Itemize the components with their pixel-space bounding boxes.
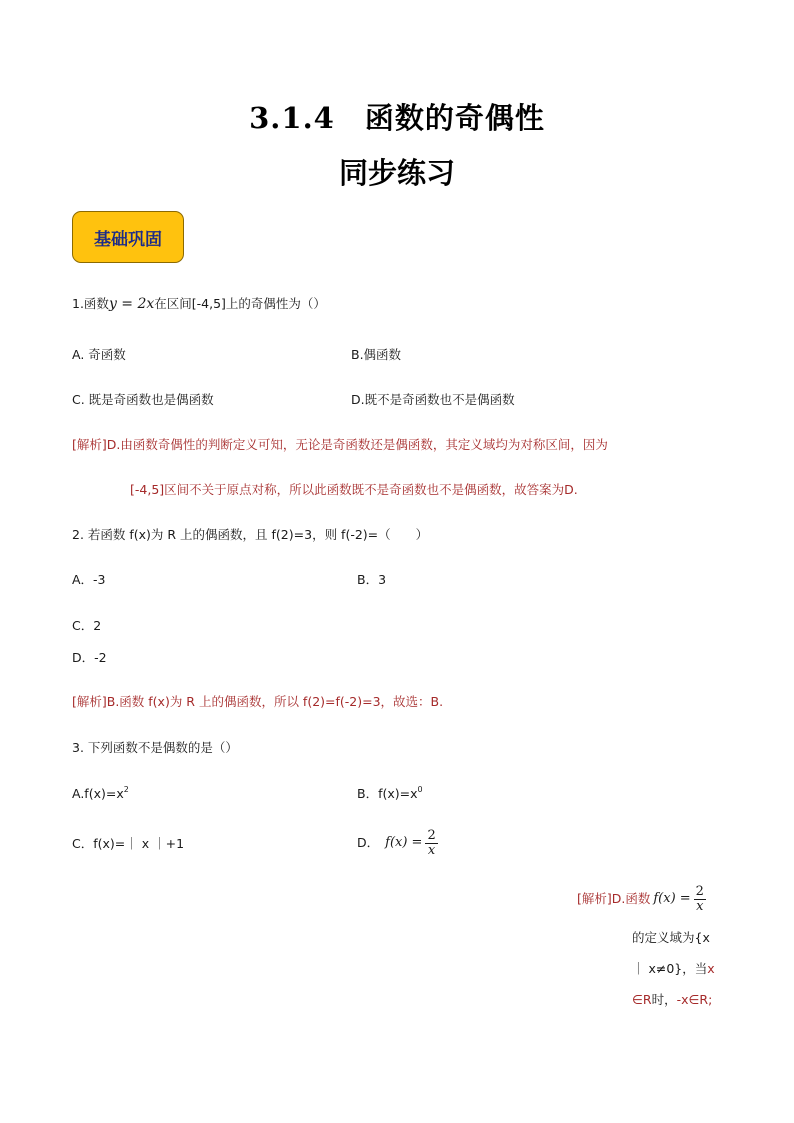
question-1-formula: y = 2x — [108, 296, 155, 312]
question-3-analysis-line-2: 的定义域为{x — [632, 930, 710, 945]
question-3-option-a — [72, 786, 129, 802]
question-3-analysis-line-3-text: ｜ x≠0}，当 — [632, 961, 708, 976]
page-title — [0, 96, 794, 137]
question-1-option-a: A. 奇函数 — [72, 347, 126, 362]
question-2-analysis: [解析]B.函数 f(x)为 R 上的偶函数，所以 f(2)=f(-2)=3，故选：B. — [72, 694, 444, 709]
question-1 — [72, 296, 326, 312]
fraction-denominator: x — [427, 842, 436, 858]
question-3-option-d — [357, 822, 438, 864]
question-3-option-d-lhs: f(x) = — [385, 835, 423, 850]
question-2-option-d: D．-2 — [72, 650, 107, 665]
question-3-option-a-text: A.f(x)=x — [72, 786, 124, 801]
fraction-numerator: 2 — [695, 883, 704, 899]
question-1-option-d: D.既不是奇函数也不是偶函数 — [351, 392, 515, 407]
question-1-suffix: 在区间[-4,5]上的奇偶性为（） — [154, 296, 326, 311]
question-3-analysis-line-3 — [632, 961, 715, 977]
question-3-analysis-line-4 — [632, 992, 712, 1008]
question-1-option-b: B.偶函数 — [351, 347, 402, 362]
question-1-option-c: C. 既是奇函数也是偶函数 — [72, 392, 214, 407]
section-badge: 基础巩固 — [72, 211, 184, 263]
section-title: 函数的奇偶性 — [364, 101, 545, 135]
question-3-analysis-line-1 — [577, 878, 706, 920]
question-3-option-b-exponent: 0 — [417, 785, 423, 794]
question-3-analysis-prefix: [解析]D.函数 — [577, 891, 651, 906]
question-1-prefix: 1.函数 — [72, 296, 109, 311]
question-3-analysis-line-4-set: ∈R — [632, 992, 652, 1007]
question-3-option-d-fraction — [425, 829, 437, 858]
question-3-analysis-line-4-neg: -x∈R; — [676, 992, 713, 1007]
question-1-analysis-line-1: [解析]D.由函数奇偶性的判断定义可知，无论是奇函数还是偶函数，其定义域均为对称区间，因为 — [72, 437, 608, 452]
question-2-option-b: B．3 — [357, 572, 387, 587]
question-3-option-a-exponent: 2 — [123, 785, 129, 794]
question-3-stem: 3. 下列函数不是偶数的是（） — [72, 740, 238, 755]
question-3-option-b-text: B．f(x)=x — [357, 786, 418, 801]
fraction-numerator: 2 — [427, 827, 436, 843]
section-number: 3.1.4 — [249, 101, 335, 135]
question-2-option-c: C．2 — [72, 618, 102, 633]
question-3-option-d-label: D． — [357, 835, 380, 850]
question-3-analysis-lhs: f(x) = — [653, 891, 691, 906]
question-3-analysis-line-4-text: 时， — [651, 992, 677, 1007]
question-2-option-a: A．-3 — [72, 572, 106, 587]
page-subtitle: 同步练习 — [338, 156, 455, 190]
question-3-analysis-line-3-var: x — [707, 961, 715, 976]
question-2-stem: 2. 若函数 f(x)为 R 上的偶函数，且 f(2)=3，则 f(-2)=（ ） — [72, 527, 429, 542]
question-3-option-c: C．f(x)=｜ x ｜+1 — [72, 836, 185, 851]
fraction-denominator: x — [696, 898, 704, 914]
question-1-analysis-line-2: [-4,5]区间不关于原点对称，所以此函数既不是奇函数也不是偶函数，故答案为D. — [130, 482, 578, 497]
question-3-analysis-fraction — [694, 885, 706, 914]
question-3-option-b — [357, 786, 423, 802]
